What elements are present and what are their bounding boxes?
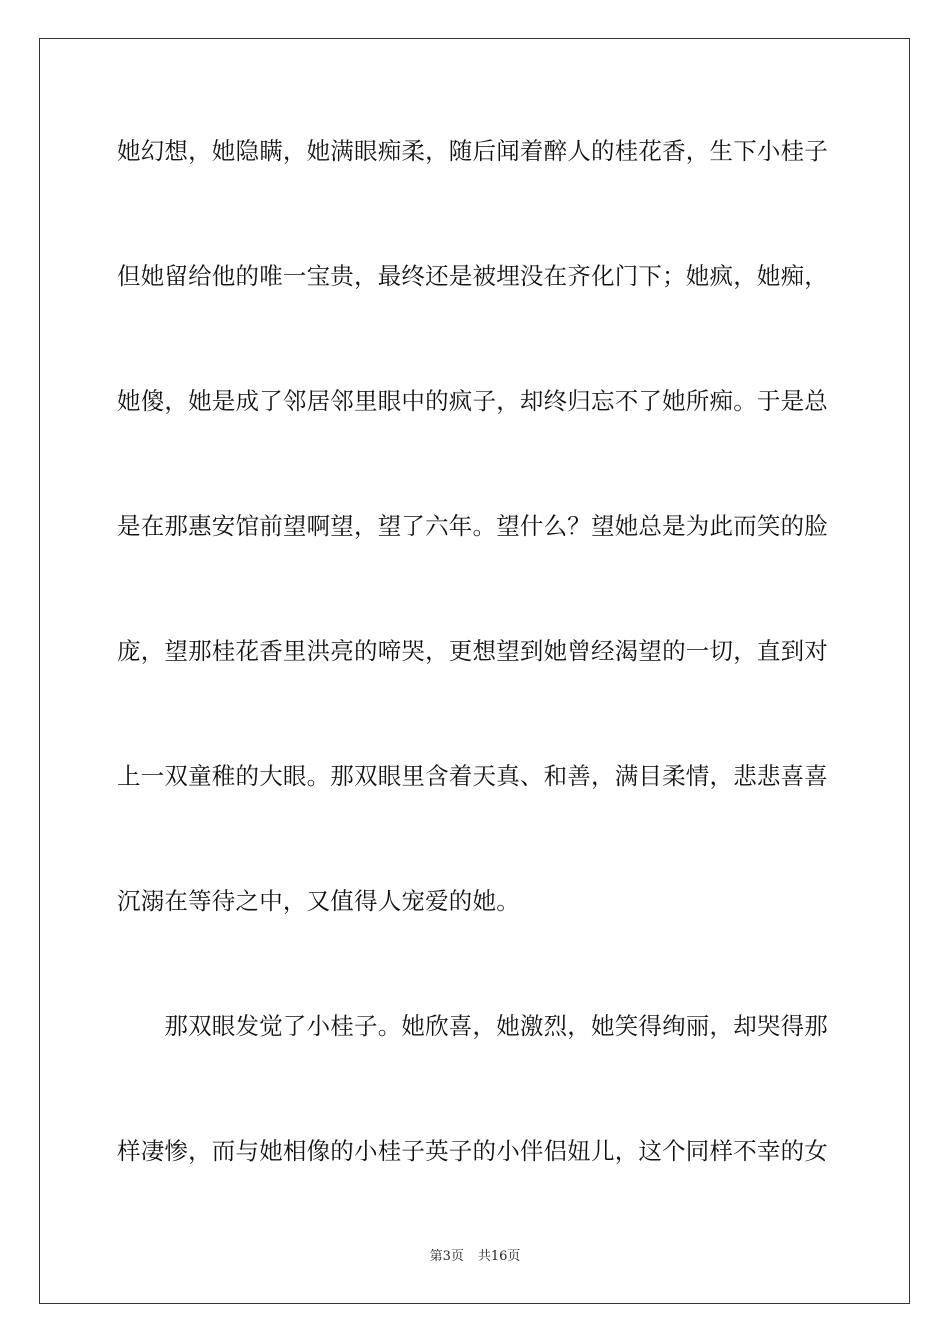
paragraph-line: 上一双童稚的大眼。那双眼里含着天真、和善，满目柔情，悲悲喜喜: [117, 762, 828, 790]
page-total: 共16页: [477, 1249, 521, 1264]
paragraph-line: 但她留给他的唯一宝贵，最终还是被埋没在齐化门下；她疯，她痴，: [117, 262, 828, 290]
paragraph-line: 样凄惨，而与她相像的小桂子英子的小伴侣妞儿，这个同样不幸的女: [117, 1137, 828, 1165]
paragraph-line: 是在那惠安馆前望啊望，望了六年。望什么？望她总是为此而笑的脸: [117, 512, 828, 540]
page-border: [39, 38, 910, 1304]
paragraph-line: 庞，望那桂花香里洪亮的啼哭，更想望到她曾经渴望的一切，直到对: [117, 637, 828, 665]
paragraph-line: 她幻想，她隐瞒，她满眼痴柔，随后闻着醉人的桂花香，生下小桂子: [117, 137, 828, 165]
paragraph-line: 沉溺在等待之中，又值得人宠爱的她。: [117, 887, 520, 915]
paragraph-line: 那双眼发觉了小桂子。她欣喜，她激烈，她笑得绚丽，却哭得那: [117, 1012, 828, 1040]
paragraph-line: 她傻，她是成了邻居邻里眼中的疯子，却终归忘不了她所痴。于是总: [117, 387, 828, 415]
page-footer: [0, 1249, 950, 1265]
page-number: 第3页: [429, 1249, 464, 1264]
